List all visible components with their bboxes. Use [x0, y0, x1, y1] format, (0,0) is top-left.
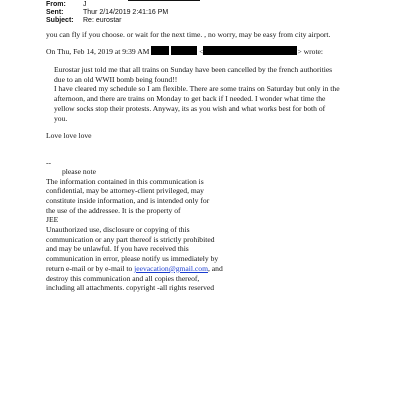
signature-dash: --	[46, 158, 52, 167]
email-line-prefix: return e-mail or by e-mail to	[46, 263, 135, 273]
disclaimer-line: including all attachments. copyright -all rights reserved	[46, 283, 215, 293]
subject-label: Subject:	[46, 17, 74, 24]
quote-header-sep: <	[199, 47, 204, 56]
sender-first-redaction	[151, 46, 169, 55]
header-subject	[46, 16, 122, 25]
disclaimer-line: destroy this communication and all copies thereof,	[46, 273, 200, 283]
sender-email-redaction	[203, 46, 297, 55]
disclaimer-email-line	[46, 264, 223, 274]
contact-email-link[interactable]: jeevacation@gmail.com	[134, 263, 208, 273]
quoted-line: yellow socks stop their protests. Anyway, its as you wish and what works best for both of	[54, 103, 326, 113]
quote-header	[46, 46, 323, 57]
quoted-line: Eurostar just told me that all trains on Sunday have been cancelled by the french authorities	[54, 65, 333, 74]
disclaimer-line: Unauthorized use, disclosure or copying of this	[46, 225, 190, 234]
sent-value: Thur 2/14/2019 2:41:16 PM	[83, 9, 169, 16]
disclaimer-line: The information contained in this communication is	[46, 176, 204, 186]
disclaimer-line: communication or any part thereof is strictly prohibited	[46, 234, 215, 244]
subject-value: Re: eurostar	[83, 17, 122, 24]
disclaimer-line: JEE	[46, 215, 59, 225]
disclaimer-line: communication in error, please notify us immediately by	[46, 254, 219, 264]
sender-last-redaction	[171, 46, 197, 55]
disclaimer-line: and may be unlawful. If you have received this	[46, 244, 189, 254]
quote-header-suffix: > wrote:	[297, 47, 324, 56]
quoted-line: I have cleared my schedule so I am flexible. There are some trains on Saturday but only in the	[54, 84, 340, 94]
quoted-line: afternoon, and there are trains on Monday to get back if I needed. I wonder what time the	[54, 94, 326, 104]
from-value: J	[83, 1, 87, 8]
disclaimer-line: constitute inside information, and is intended only for	[46, 195, 210, 205]
from-redaction	[128, 0, 200, 1]
note-title: please note	[62, 167, 96, 176]
sent-label: Sent:	[46, 9, 64, 16]
email-line-suffix: , and	[207, 263, 223, 273]
closing-line: Love love love	[46, 131, 92, 140]
disclaimer-line: confidential, may be attorney-client privileged, may	[46, 186, 204, 196]
quoted-line: due to an old WWII bomb being found!!	[54, 74, 178, 84]
reply-line: you can fly if you choose. or wait for the next time. , no worry, may be easy from city airport.	[46, 30, 331, 39]
disclaimer-line: the use of the addressee. It is the property of	[46, 205, 181, 215]
from-label: From:	[46, 1, 66, 8]
quoted-line: you.	[54, 113, 68, 123]
quote-header-prefix: On Thu, Feb 14, 2019 at 9:39 AM	[46, 47, 150, 56]
